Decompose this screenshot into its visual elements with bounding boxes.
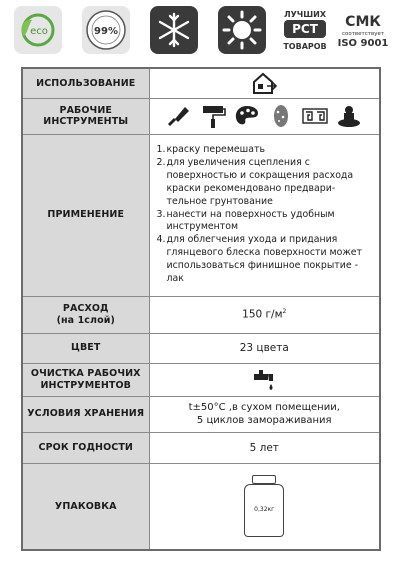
rosto-seal-icon [278, 6, 332, 54]
consumption-row [22, 296, 380, 333]
application-item: 3. нанести на поверхность удобным инструментом [156, 208, 335, 233]
shelf-life-row [22, 432, 380, 463]
shelf-life-label: СРОК ГОДНОСТИ [22, 432, 149, 463]
usage-row [22, 68, 380, 98]
consumption-value: 150 $г/м^2$ [149, 296, 380, 333]
sponge-icon [267, 103, 295, 129]
application-list [154, 142, 376, 288]
storage-row [22, 396, 380, 432]
jar-icon [244, 475, 284, 537]
smk-line2: соответствует [341, 31, 385, 37]
tools-label: РАБОЧИЕ ИНСТРУМЕНТЫ [22, 98, 149, 134]
smk-seal-icon [336, 6, 390, 54]
storage-value: t±50°C ,в сухом помещении, 5 циклов замораживания [149, 396, 380, 432]
jar-weight: 0,32кг [254, 506, 275, 514]
cleaning-label: ОЧИСТКА РАБОЧИХ ИНСТРУМЕНТОВ [22, 363, 149, 396]
snowflake-icon [150, 6, 198, 54]
tools-row [22, 98, 380, 134]
percent-badge-text: 99% [94, 26, 118, 37]
rosto-line3: ТОВАРОВ [283, 42, 327, 51]
rosto-badge [278, 6, 332, 54]
cleaning-row [22, 363, 380, 396]
packaging-value [149, 463, 380, 550]
packaging-row [22, 463, 380, 550]
rosto-line1: ЛУЧШИХ [283, 10, 327, 19]
storage-label: УСЛОВИЯ ХРАНЕНИЯ [22, 396, 149, 432]
application-value [149, 134, 380, 296]
snowflake-badge [150, 6, 198, 54]
sun-badge [218, 6, 266, 54]
application-item: 4. для облегчения ухода и придания глянцевого блеска поверхности может использоваться финишное покрытие - лак [156, 234, 363, 285]
brush-icon [165, 103, 193, 129]
smk-line1: СМК [345, 14, 381, 30]
smk-line3: ISO 9001 [337, 38, 389, 49]
percent-badge [82, 6, 130, 54]
color-label: ЦВЕТ [22, 333, 149, 363]
stencil-icon [301, 103, 329, 129]
eco-icon [14, 6, 62, 54]
color-row [22, 333, 380, 363]
eco-badge [14, 6, 62, 54]
usage-label: ИСПОЛЬЗОВАНИЕ [22, 68, 149, 98]
eco-badge-text: eco [30, 26, 48, 37]
spec-table [21, 67, 381, 551]
consumption-label: РАСХОД (на 1слой) [22, 296, 149, 333]
faucet-icon [251, 367, 277, 393]
usage-value [149, 68, 380, 98]
application-item: 2. для увеличения сцепления с поверхностью и сокращения расхода краски рекомендовано предвари-тельное грунтование [156, 156, 354, 207]
application-row [22, 134, 380, 296]
application-item: 1. краску перемешать [156, 144, 265, 156]
cleaning-value [149, 363, 380, 396]
roller-icon [199, 103, 227, 129]
smk-badge [336, 6, 390, 54]
house-icon [251, 71, 277, 95]
sun-icon [218, 6, 266, 54]
palette-icon [233, 103, 261, 129]
percent-seal-icon [82, 6, 130, 54]
application-label: ПРИМЕНЕНИЕ [22, 134, 149, 296]
tools-value [149, 98, 380, 134]
rosto-line2: РСТ [292, 22, 318, 36]
badge-row [14, 6, 390, 54]
color-value: 23 цвета [149, 333, 380, 363]
packaging-label: УПАКОВКА [22, 463, 149, 550]
shelf-life-value: 5 лет [149, 432, 380, 463]
stamp-icon [335, 103, 363, 129]
